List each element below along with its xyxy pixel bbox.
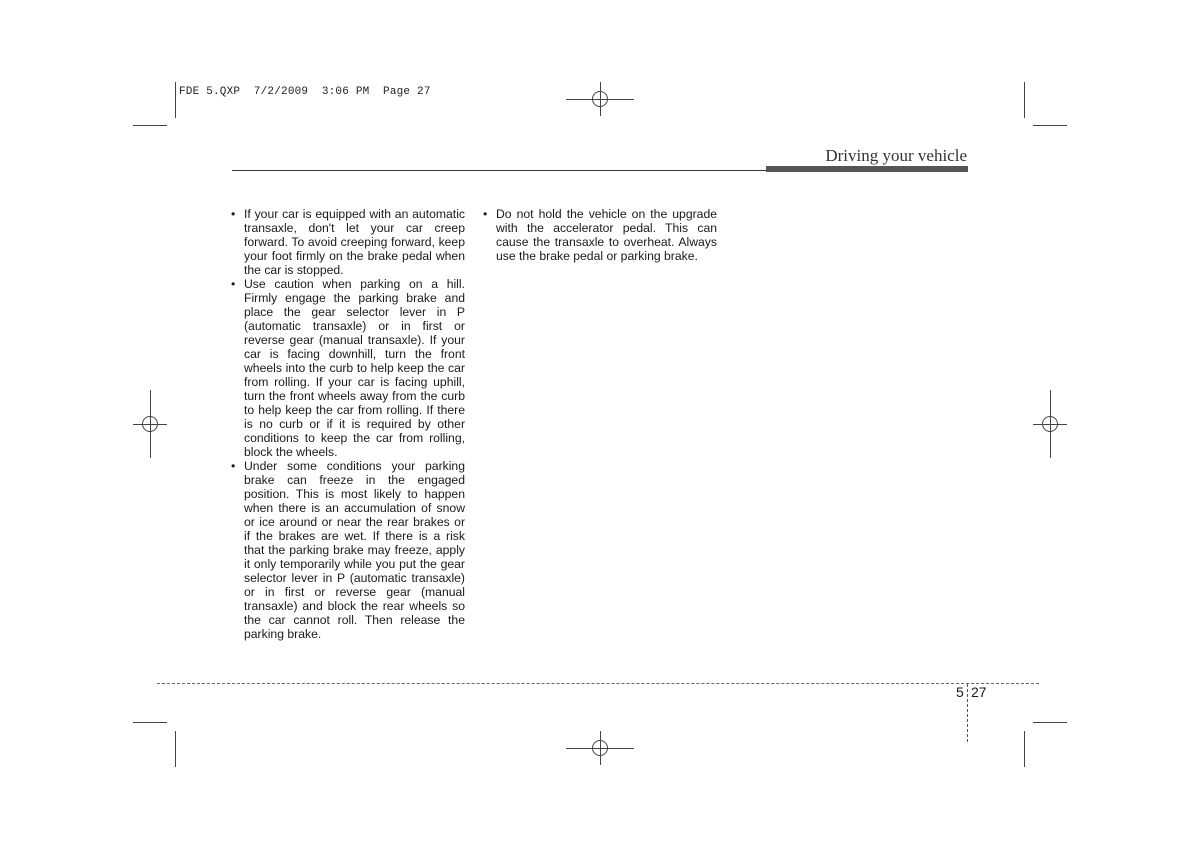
registration-circle-icon <box>1042 416 1058 432</box>
list-item-text: Under some conditions your parking brake can freeze in the engaged position. This is most likely to happen when there is an accumulation of snow or ice around or near the rear brakes or if the brakes are wet. If there is a risk that the parking brake may freeze, apply it only temporarily while you put the gear selector lever in P (automatic transaxle) or in first or reverse gear (manual transaxle) and block the rear wheels so the car cannot roll. Then release the parking brake. <box>244 459 465 641</box>
bullet-icon: • <box>483 207 488 221</box>
list-item <box>483 207 717 263</box>
page-title: Driving your vehicle <box>825 146 967 165</box>
page-number: 27 <box>971 684 987 700</box>
list-item <box>231 207 465 277</box>
list-item-text: If your car is equipped with an automatic transaxle, don't let your car creep forward. To avoid creeping forward, keep your foot firmly on the brake pedal when the car is stopped. <box>244 207 465 277</box>
crop-mark <box>175 82 176 118</box>
crop-mark <box>133 125 167 126</box>
crop-mark <box>1024 731 1025 767</box>
section-number: 5 <box>956 684 964 700</box>
registration-circle-icon <box>142 416 158 432</box>
registration-circle-icon <box>592 91 608 107</box>
bullet-icon: • <box>231 207 236 221</box>
crop-mark <box>1024 82 1025 118</box>
left-column <box>231 207 465 641</box>
list-item <box>231 277 465 459</box>
right-column <box>483 207 717 263</box>
header-rule <box>232 170 767 171</box>
page-number-divider <box>967 684 968 742</box>
list-item-text: Use caution when parking on a hill. Firmly engage the parking brake and place the gear selector lever in P (automatic transaxle) or in first or reverse gear (manual transaxle). If your car is facing downhill, turn the front wheels into the curb to help keep the car from rolling. If your car is facing uphill, turn the front wheels away from the curb to help keep the car from rolling. If there is no curb or if it is required by other conditions to keep the car from rolling, block the wheels. <box>244 277 465 459</box>
crop-mark <box>1033 722 1067 723</box>
crop-mark <box>133 722 167 723</box>
print-slug: FDE 5.QXP 7/2/2009 3:06 PM Page 27 <box>179 86 431 98</box>
bullet-icon: • <box>231 277 236 291</box>
crop-mark <box>1033 125 1067 126</box>
crop-mark <box>175 731 176 767</box>
registration-circle-icon <box>592 740 608 756</box>
bullet-icon: • <box>231 459 236 473</box>
header-bar <box>766 166 968 172</box>
list-item <box>231 459 465 641</box>
list-item-text: Do not hold the vehicle on the upgrade with the accelerator pedal. This can cause the transaxle to overheat. Always use the brake pedal or parking brake. <box>496 207 717 263</box>
footer-rule <box>157 683 1039 684</box>
